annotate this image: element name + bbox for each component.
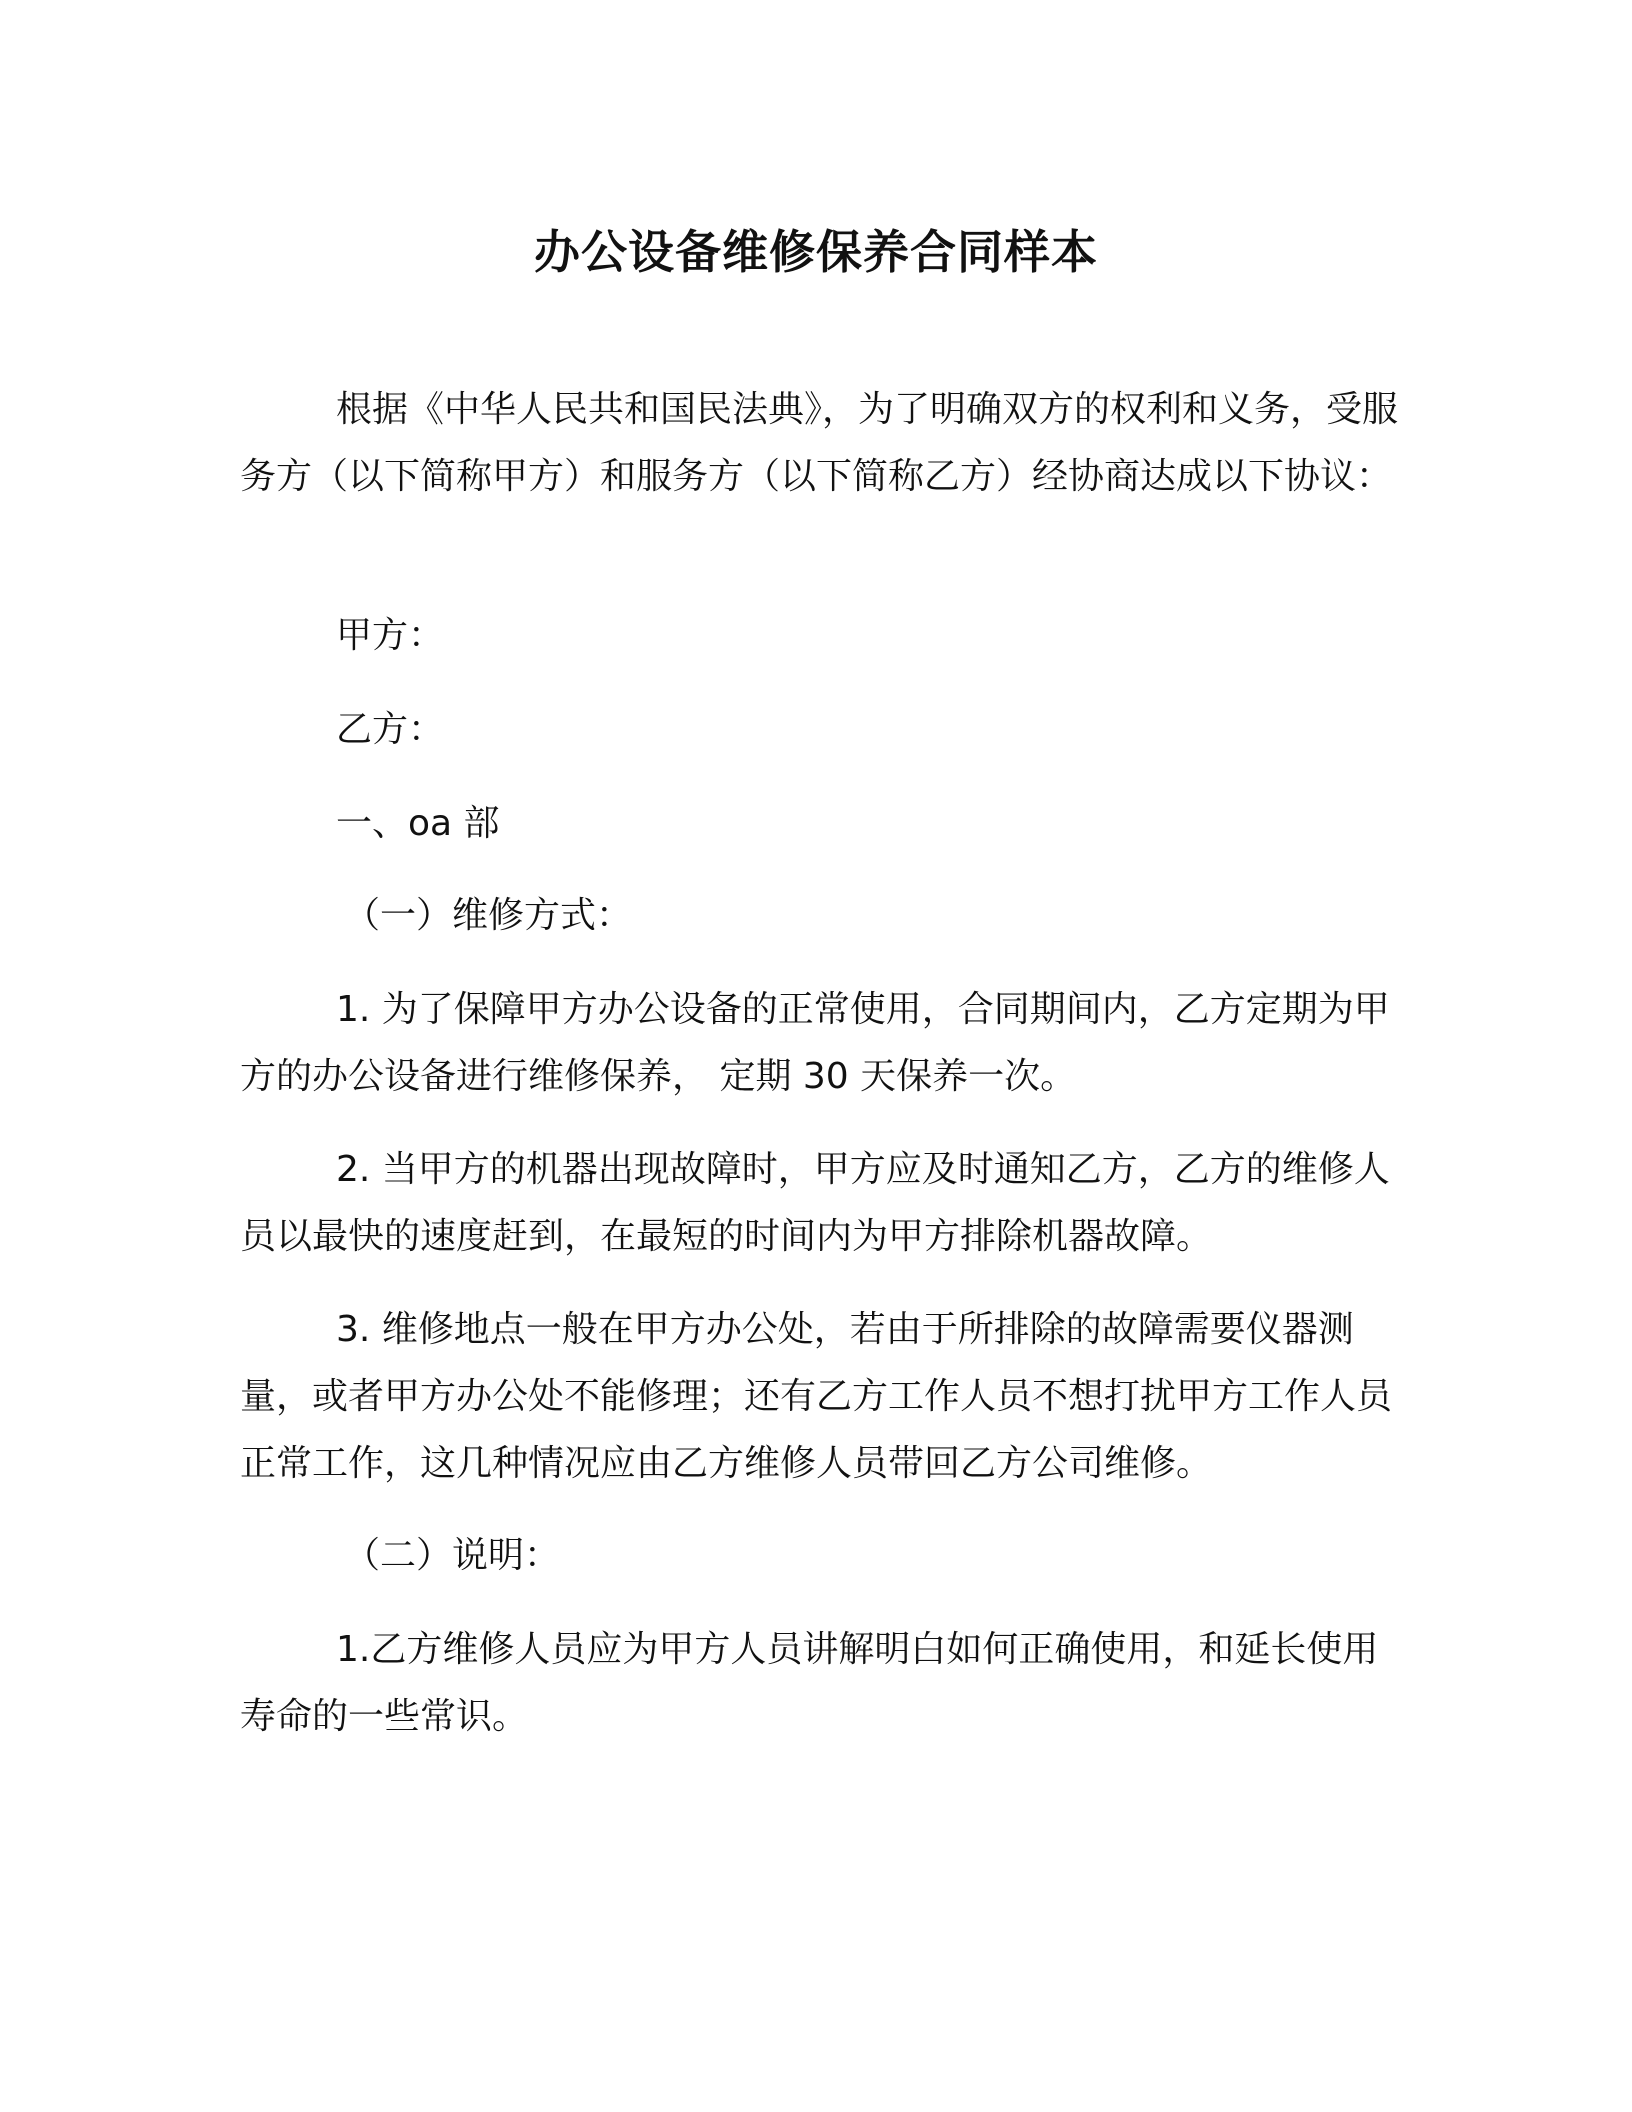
item-1-1: 1. 为了保障甲方办公设备的正常使用，合同期间内，乙方定期为甲方的办公设备进行维修保养， 定期 30 天保养一次。 xyxy=(240,989,1390,1097)
intro-paragraph: 根据《中华人民共和国民法典》，为了明确双方的权利和义务，受服务方（以下简称甲方）和服务方（以下简称乙方）经协商达成以下协议： xyxy=(240,389,1399,497)
subsection-heading-2: （二）说明： xyxy=(344,1535,561,1576)
document-title: 办公设备维修保养合同样本 xyxy=(534,225,1098,279)
section-heading-1: 一、oa 部 xyxy=(336,803,500,844)
item-1-3: 3. 维修地点一般在甲方办公处，若由于所排除的故障需要仪器测量，或者甲方办公处不能修理；还有乙方工作人员不想打扰甲方工作人员正常工作，这几种情况应由乙方维修人员带回乙方公司维修。 xyxy=(240,1309,1393,1484)
party-a-line: 甲方： xyxy=(336,615,445,656)
party-b-line: 乙方： xyxy=(336,709,445,750)
item-2-1: 1.乙方维修人员应为甲方人员讲解明白如何正确使用，和延长使用寿命的一些常识。 xyxy=(240,1629,1379,1737)
subsection-heading-1: （一）维修方式： xyxy=(344,895,633,936)
item-1-2: 2. 当甲方的机器出现故障时，甲方应及时通知乙方，乙方的维修人员以最快的速度赶到，在最短的时间内为甲方排除机器故障。 xyxy=(240,1149,1390,1257)
